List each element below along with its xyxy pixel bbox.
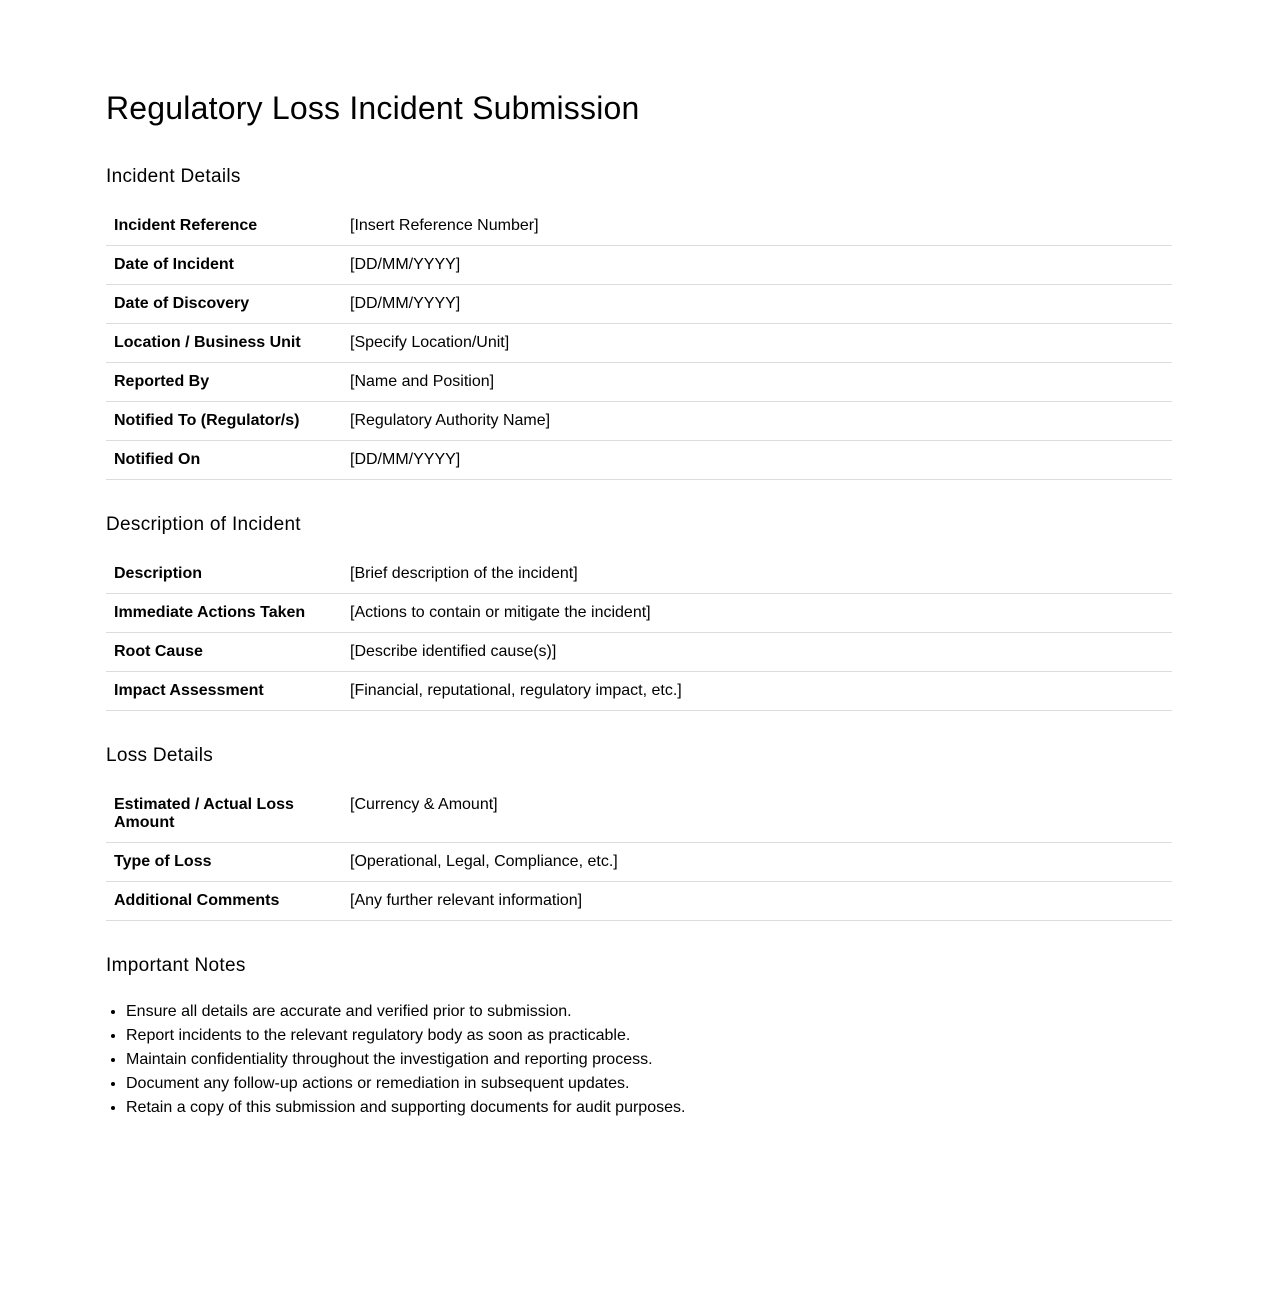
table-row bbox=[106, 672, 1172, 711]
row-label: Reported By bbox=[106, 363, 342, 402]
loss-details-table bbox=[106, 786, 1172, 921]
table-row bbox=[106, 402, 1172, 441]
list-item: • Ensure all details are accurate and verified prior to submission. bbox=[126, 1000, 1172, 1024]
row-value: [Name and Position] bbox=[342, 363, 1172, 402]
table-row bbox=[106, 246, 1172, 285]
table-row bbox=[106, 285, 1172, 324]
row-value: [Financial, reputational, regulatory impact, etc.] bbox=[342, 672, 1172, 711]
row-value: [Regulatory Authority Name] bbox=[342, 402, 1172, 441]
row-label: Immediate Actions Taken bbox=[106, 594, 342, 633]
row-value: [Operational, Legal, Compliance, etc.] bbox=[342, 843, 1172, 882]
row-label: Notified To (Regulator/s) bbox=[106, 402, 342, 441]
row-label: Impact Assessment bbox=[106, 672, 342, 711]
row-label: Additional Comments bbox=[106, 882, 342, 921]
row-value: [Actions to contain or mitigate the incident] bbox=[342, 594, 1172, 633]
row-label: Location / Business Unit bbox=[106, 324, 342, 363]
row-value: [Insert Reference Number] bbox=[342, 207, 1172, 246]
description-table bbox=[106, 555, 1172, 711]
row-value: [Describe identified cause(s)] bbox=[342, 633, 1172, 672]
section-heading-incident-details: Incident Details bbox=[106, 166, 241, 187]
section-heading-loss-details: Loss Details bbox=[106, 745, 214, 766]
row-value: [Specify Location/Unit] bbox=[342, 324, 1172, 363]
table-row bbox=[106, 363, 1172, 402]
row-value: [DD/MM/YYYY] bbox=[342, 285, 1172, 324]
row-label: Estimated / Actual Loss Amount bbox=[106, 786, 342, 843]
row-value: [Any further relevant information] bbox=[342, 882, 1172, 921]
row-label: Root Cause bbox=[106, 633, 342, 672]
notes-list bbox=[106, 1000, 1172, 1120]
list-item: • Maintain confidentiality throughout the investigation and reporting process. bbox=[126, 1048, 1172, 1072]
table-row bbox=[106, 555, 1172, 594]
row-value: [DD/MM/YYYY] bbox=[342, 246, 1172, 285]
row-label: Type of Loss bbox=[106, 843, 342, 882]
incident-details-table bbox=[106, 207, 1172, 480]
list-item: • Retain a copy of this submission and supporting documents for audit purposes. bbox=[126, 1096, 1172, 1120]
row-value: [Brief description of the incident] bbox=[342, 555, 1172, 594]
row-value: [Currency & Amount] bbox=[342, 786, 1172, 843]
list-item: • Document any follow-up actions or remediation in subsequent updates. bbox=[126, 1072, 1172, 1096]
table-row bbox=[106, 633, 1172, 672]
row-label: Date of Incident bbox=[106, 246, 342, 285]
table-row bbox=[106, 441, 1172, 480]
table-row bbox=[106, 207, 1172, 246]
row-label: Incident Reference bbox=[106, 207, 342, 246]
table-row bbox=[106, 324, 1172, 363]
table-row bbox=[106, 843, 1172, 882]
table-row bbox=[106, 594, 1172, 633]
section-heading-important-notes: Important Notes bbox=[106, 955, 246, 976]
section-heading-description: Description of Incident bbox=[106, 514, 301, 535]
row-value: [DD/MM/YYYY] bbox=[342, 441, 1172, 480]
list-item: • Report incidents to the relevant regulatory body as soon as practicable. bbox=[126, 1024, 1172, 1048]
row-label: Date of Discovery bbox=[106, 285, 342, 324]
row-label: Notified On bbox=[106, 441, 342, 480]
page-title: Regulatory Loss Incident Submission bbox=[106, 90, 640, 126]
row-label: Description bbox=[106, 555, 342, 594]
table-row bbox=[106, 882, 1172, 921]
table-row bbox=[106, 786, 1172, 843]
